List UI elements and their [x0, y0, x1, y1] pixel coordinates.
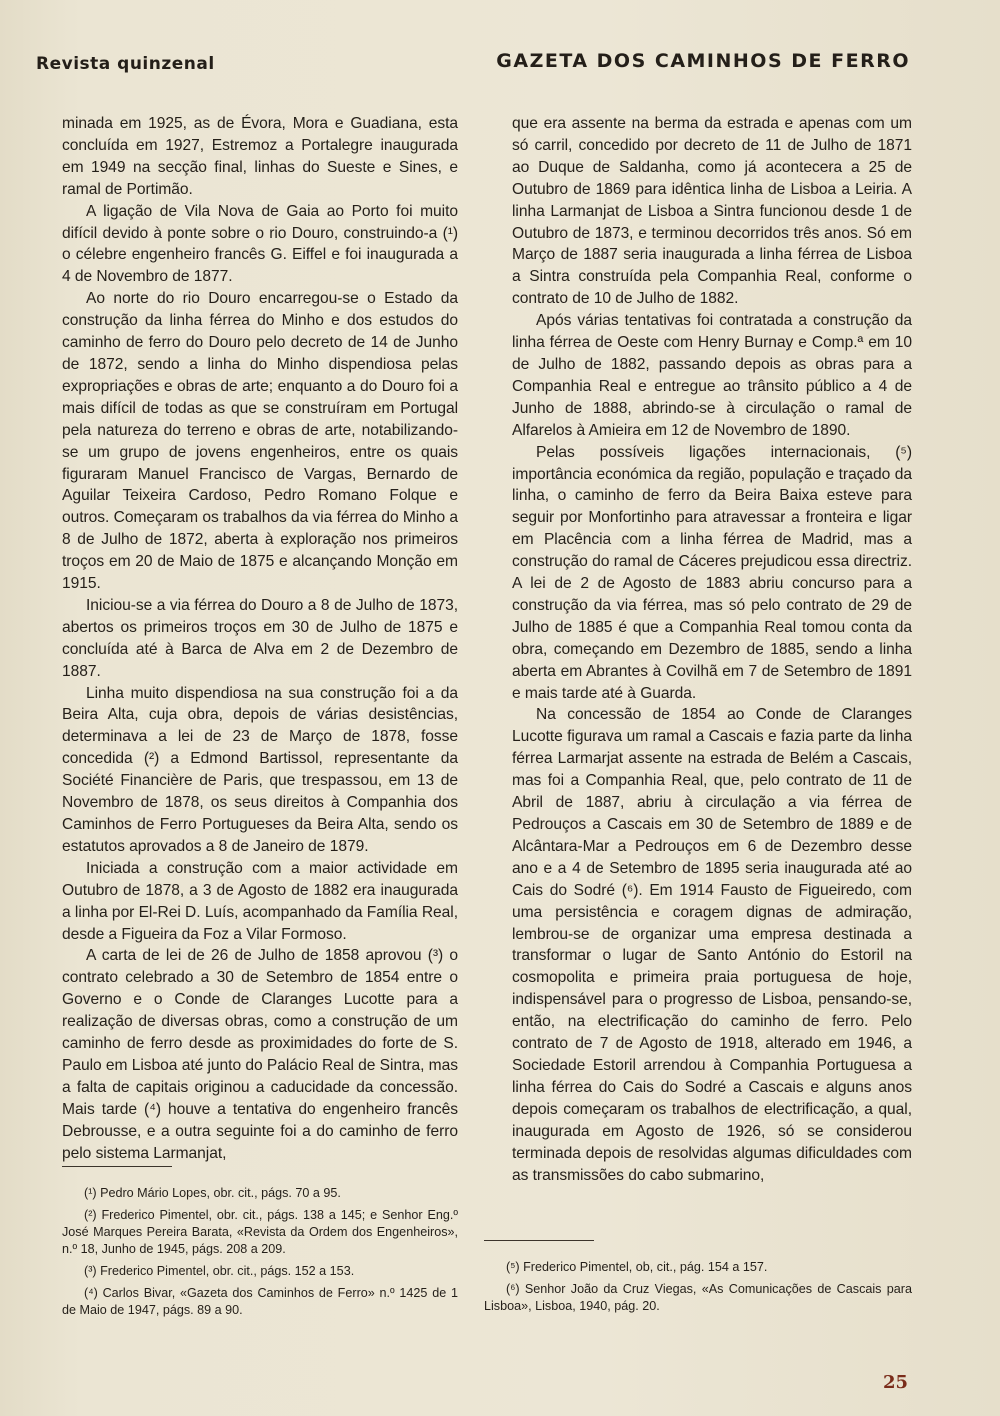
left-column	[62, 113, 458, 1165]
paragraph: A ligação de Vila Nova de Gaia ao Porto foi muito difícil devido à ponte sobre o rio Douro, construindo-a (¹) o célebre engenheiro francês G. Eiffel e foi inaugurada a 4 de Novembro de 1877.	[62, 202, 458, 286]
footnote-rule	[484, 1240, 594, 1241]
paragraph: Na concessão de 1854 ao Conde de Claranges Lucotte figurava um ramal a Cascais e fazia parte da linha férrea Larmarjat assente na estrada de Belém a Cascais, mas foi a Companhia Real, que, pelo contrato de 11 de Abril de 1887, abriu à circulação a via férrea de Pedrouços a Cascais em 30 de Setembro de 1889 e de Alcântara-Mar a Pedrouços em 6 de Dezembro desse ano e a 4 de Setembro de 1895 seria inaugurada até ao Cais do Sodré (⁶). Em 1914 Fausto de Figueiredo, com uma persistência e coragem dignas de admiração, lembrou-se de organizar uma empresa destinada a transformar o lugar de Santo António do Estoril na cosmopolita e primeira praia portuguesa de hoje, indispensável para o progresso de Lisboa, pensando-se, então, na electrificação do caminho de ferro. Pelo contrato de 7 de Agosto de 1918, alterado em 1946, a Sociedade Estoril arrendou à Companhia Portuguesa a linha férrea do Cais do Sodré a Cascais e alguns anos depois começaram os trabalhos de electrificação, a qual, inaugurada em Agosto de 1926, só se considerou terminada depois de resolvidas algumas dificuldades com as transmissões do cabo submarino,	[512, 706, 912, 1184]
right-column	[512, 113, 912, 1186]
footnote: (⁵) Frederico Pimentel, ob, cit., pág. 154 a 157.	[506, 1260, 768, 1274]
paragraph: que era assente na berma da estrada e apenas com um só carril, concedido por decreto de 11 de Julho de 1871 ao Duque de Saldanha, como já acontecera a 25 de Outubro de 1869 para idêntica linha de Lisboa a Leiria. A linha Larmanjat de Lisboa a Sintra funcionou desde 1 de Outubro de 1873, e terminou decorridos três anos. Só em Março de 1887 seria inaugurada a linha férrea de Lisboa a Sintra construída pela Companhia Real, conforme o contrato de 10 de Julho de 1882.	[512, 115, 912, 308]
paragraph: A carta de lei de 26 de Julho de 1858 aprovou (³) o contrato celebrado a 30 de Setembro de 1854 entre o Governo e o Conde de Claranges Lucotte para a realização de diversas obras, como a construção de um caminho de ferro desde as proximidades do forte de S. Paulo em Lisboa até junto do Palácio Real de Sintra, mas a falta de capitais originou a caducidade da concessão. Mais tarde (⁴) houve a tentativa do engenheiro francês Debrousse, e a outra seguinte foi a do caminho de ferro pelo sistema Larmanjat,	[62, 947, 458, 1162]
paragraph: Linha muito dispendiosa na sua construção foi a da Beira Alta, cuja obra, depois de várias desistências, determinava a lei de 23 de Março de 1878, fosse concedida (²) a Edmond Bartissol, representante da Société Financière de Paris, que trespassou, em 13 de Novembro de 1878, os seus direitos à Companhia dos Caminhos de Ferro Portugueses da Beira Alta, sendo os estatutos aprovados a 8 de Janeiro de 1879.	[62, 684, 458, 855]
running-header	[36, 50, 910, 80]
paragraph: Pelas possíveis ligações internacionais, (⁵) importância económica da região, população e traçado da linha, o caminho de ferro da Beira Baixa esteve para seguir por Monfortinho para atravessar a fronteira e ligar em Placência com a linha férrea de Madrid, mas a construção do ramal de Cáceres prejudicou essa directriz. A lei de 2 de Agosto de 1883 abriu concurso para a construção da via férrea, mas só pelo contrato de 29 de Julho de 1885 é que a Companhia Real tomou conta da obra, começando em Dezembro de 1885, sendo a linha aberta em Abrantes à Covilhã em 7 de Setembro de 1891 e mais tarde até à Guarda.	[512, 443, 912, 702]
footnote: (¹) Pedro Mário Lopes, obr. cit., págs. 70 a 95.	[84, 1186, 341, 1200]
paragraph: Após várias tentativas foi contratada a construção da linha férrea de Oeste com Henry Burnay e Comp.ª em 10 de Julho de 1882, passando depois as obras para a Companhia Real e entregue ao trânsito público a 4 de Junho de 1888, abrindo-se à circulação o ramal de Alfarelos à Amieira em 12 de Novembro de 1890.	[512, 312, 912, 439]
footnote-rule	[62, 1166, 172, 1167]
page-number: 25	[882, 1372, 908, 1393]
header-right-title: GAZETA DOS CAMINHOS DE FERRO	[496, 50, 910, 72]
footnote: (³) Frederico Pimentel, obr. cit., págs. 152 a 153.	[84, 1264, 355, 1278]
paragraph: Ao norte do rio Douro encarregou-se o Estado da construção da linha férrea do Minho e dos estudos do caminho de ferro do Douro pelo decreto de 14 de Junho de 1872, sendo a linha do Minho dispendiosa pelas expropriações e obras de arte; enquanto a do Douro foi a mais difícil de todas as que se construíram em Portugal pela natureza do terreno e obras de arte, notabilizando-se um grupo de jovens engenheiros, entre os quais figuraram Manuel Francisco de Vargas, Bernardo de Aguilar Teixeira Cardoso, Pedro Romano Folque e outros. Começaram os trabalhos da via férrea do Minho a 8 de Julho de 1872, aberta à exploração nos primeiros troços em 20 de Maio de 1875 e alcançando Monção em 1915.	[62, 290, 458, 593]
footnote: (⁴) Carlos Bivar, «Gazeta dos Caminhos de Ferro» n.º 1425 de 1 de Maio de 1947, págs. 89 a 90.	[62, 1286, 458, 1317]
paragraph: Iniciada a construção com a maior actividade em Outubro de 1878, a 3 de Agosto de 1882 era inaugurada a linha por El-Rei D. Luís, acompanhado da Família Real, desde a Figueira da Foz a Vilar Formoso.	[62, 859, 458, 943]
footnote: (²) Frederico Pimentel, obr. cit., págs. 138 a 145; e Senhor Eng.º José Marques Pereira Barata, «Revista da Ordem dos Engenheiros», n.º 18, Junho de 1945, págs. 208 a 209.	[62, 1208, 458, 1256]
footnote: (⁶) Senhor João da Cruz Viegas, «As Comunicações de Cascais para Lisboa», Lisboa, 1940, pág. 20.	[484, 1282, 912, 1313]
header-left-text: Revista quinzenal	[36, 54, 215, 74]
left-footnotes	[62, 1166, 458, 1324]
paragraph: minada em 1925, as de Évora, Mora e Guadiana, esta concluída em 1927, Estremoz a Portalegre inaugurada em 1949 na secção final, linhas do Sueste e Sines, e ramal de Portimão.	[62, 115, 458, 198]
right-footnotes	[484, 1240, 912, 1320]
paragraph: Iniciou-se a via férrea do Douro a 8 de Julho de 1873, abertos os primeiros troços em 30 de Julho de 1875 e concluída até à Barca de Alva em 2 de Dezembro de 1887.	[62, 596, 458, 680]
